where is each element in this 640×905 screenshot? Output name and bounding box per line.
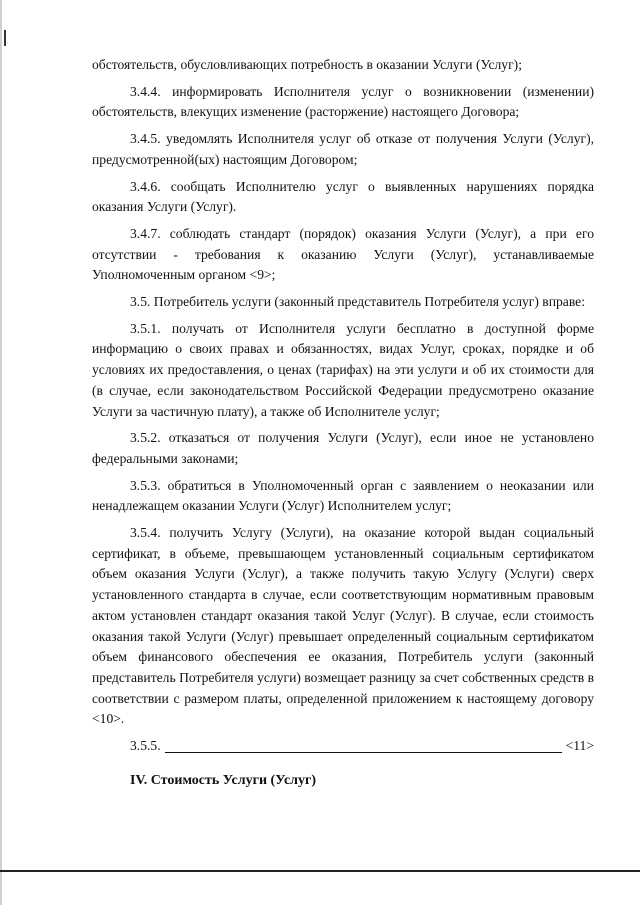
section-heading: IV. Стоимость Услуги (Услуг) [130,772,317,788]
paragraph-3-5-3: 3.5.3. обратиться в Уполномоченный орган с заявлением о неоказании или ненадлежащем оказании Услуги (Услуг) Исполнителем услуг; [92,477,594,514]
paragraph-3-4-4: 3.4.4. информировать Исполнителя услуг о возникновении (изменении) обстоятельств, влекущих изменение (расторжение) настоящего Договора; [92,83,594,120]
paragraph-3-5: 3.5. Потребитель услуги (законный представитель Потребителя услуг) вправе: [130,294,585,310]
blank-item-footnote: <11> [565,738,594,754]
blank-item-number: 3.5.5. [130,738,161,754]
paragraph-3-5-1: 3.5.1. получать от Исполнителя услуги бесплатно в доступной форме информацию о своих правах и обязанностях, видах Услуг, сроках, порядке и об условиях их предоставления, о ценах (тарифах) на эти услуги и об их стоимости для (в случае, если законодательством Российской Федерации предусмотрено оказание Услуги за частичную плату), а также об Исполнителе услуг; [92,320,594,419]
paragraph-continuation: обстоятельств, обусловливающих потребность в оказании Услуги (Услуг); [92,57,522,72]
scan-left-edge [0,0,2,905]
fill-in-line [165,751,562,753]
paragraph-3-4-6: 3.4.6. сообщать Исполнителю услуг о выявленных нарушениях порядка оказания Услуги (Услуг). [92,178,594,215]
document-body [92,55,594,798]
paragraph-3-5-2: 3.5.2. отказаться от получения Услуги (Услуг), если иное не установлено федеральными законами; [92,430,594,466]
paragraph-3-4-5: 3.4.5. уведомлять Исполнителя услуг об отказе от получения Услуги (Услуг), предусмотренной(ых) настоящим Договором; [92,131,594,167]
paragraph-3-5-4: 3.5.4. получить Услугу (Услуги), на оказание которой выдан социальный сертификат, в объеме, превышающем установленный социальным сертификатом объем оказания Услуги (Услуг), а также получить такую Услугу (Услуги) сверх установленного стандарта в случае, если соответствующим нормативным правовым актом установлен стандарт оказания такой Услуг (Услуг). В случае, если стоимость оказания такой Услуги (Услуг) превышает определенный социальным сертификатом объем финансового обеспечения ее оказания, Потребитель услуги (законный представитель Потребителя услуги) возмещает разницу за счет собственных средств в соответствии с размером платы, определенной приложением к настоящему договору <10>. [92,525,594,727]
paragraph-3-5-5-blank [92,736,594,757]
paragraph-3-4-7: 3.4.7. соблюдать стандарт (порядок) оказания Услуги (Услуг), а при его отсутствии - требования к оказанию Услуги (Услуг), устанавливаемые Уполномоченным органом <9>; [92,225,594,283]
scan-margin-mark [4,30,6,46]
scan-bottom-edge [0,870,640,872]
